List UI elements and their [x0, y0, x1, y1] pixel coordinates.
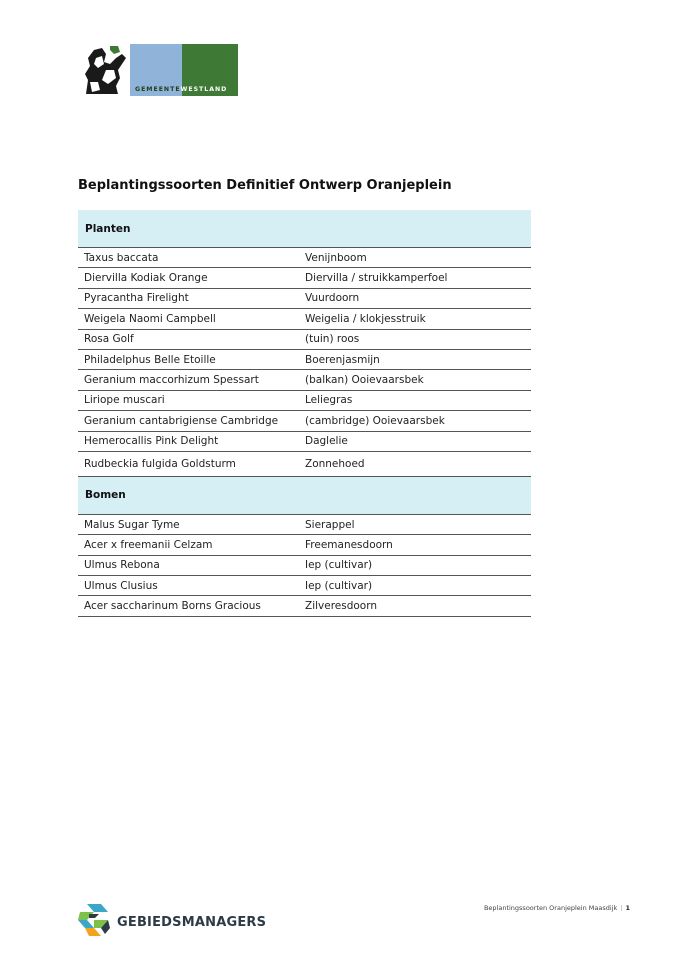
gemeente-westland-emblem-icon [82, 44, 130, 96]
latin-name: Malus Sugar Tyme [84, 518, 180, 531]
logo-wordmark [135, 86, 227, 93]
latin-name: Acer saccharinum Borns Gracious [84, 600, 261, 613]
section-heading-planten: Planten [78, 210, 531, 248]
table-row [78, 268, 531, 288]
latin-name: Diervilla Kodiak Orange [84, 272, 208, 285]
dutch-name: Leliegras [305, 394, 353, 407]
dutch-name: Daglelie [305, 435, 348, 448]
latin-name: Rosa Golf [84, 333, 134, 346]
dutch-name: Zilveresdoorn [305, 600, 378, 613]
footer-separator: | [620, 904, 623, 912]
gebiedsmanagers-wordmark: GEBIEDSMANAGERS [117, 914, 267, 930]
dutch-name: Vuurdoorn [305, 292, 360, 305]
logo-word-westland: WESTLAND [180, 86, 228, 93]
dutch-name: Diervilla / struikkamperfoel [305, 272, 448, 285]
section-heading-bomen: Bomen [78, 477, 531, 515]
latin-name: Geranium cantabrigiense Cambridge [84, 414, 279, 427]
latin-name: Weigela Naomi Campbell [84, 312, 216, 325]
dutch-name: Freemanesdoorn [305, 538, 393, 551]
dutch-name: (balkan) Ooievaarsbek [305, 374, 424, 387]
footer-doc-name: Beplantingssoorten Oranjeplein Maasdijk [483, 904, 618, 912]
latin-name: Rudbeckia fulgida Goldsturm [84, 457, 236, 470]
table-row [78, 289, 531, 309]
table-row [78, 576, 531, 596]
footer-document-info [484, 904, 630, 912]
table-row [78, 391, 531, 411]
gebiedsmanagers-logo-icon [77, 903, 111, 941]
table-row [78, 248, 531, 268]
page-title: Beplantingssoorten Definitief Ontwerp Oranjeplein [78, 178, 452, 193]
page-number: 1 [625, 904, 630, 912]
latin-name: Hemerocallis Pink Delight [84, 435, 219, 448]
table-row [78, 330, 531, 350]
table-row [78, 432, 531, 452]
latin-name: Ulmus Clusius [84, 579, 158, 592]
dutch-name: Boerenjasmijn [305, 353, 380, 366]
dutch-name: Sierappel [305, 518, 355, 531]
table-row [78, 515, 531, 535]
plant-table [78, 210, 531, 617]
table-row [78, 370, 531, 390]
latin-name: Ulmus Rebona [84, 559, 160, 572]
latin-name: Acer x freemanii Celzam [84, 538, 213, 551]
table-row [78, 309, 531, 329]
table-row [78, 535, 531, 555]
table-row [78, 350, 531, 370]
latin-name: Philadelphus Belle Etoille [84, 353, 216, 366]
gebiedsmanagers-logo [77, 903, 266, 941]
dutch-name: Iep (cultivar) [305, 559, 373, 572]
latin-name: Geranium maccorhizum Spessart [84, 374, 259, 387]
table-row [78, 556, 531, 576]
latin-name: Liriope muscari [84, 394, 165, 407]
dutch-name: (cambridge) Ooievaarsbek [305, 414, 445, 427]
gemeente-westland-logo [82, 44, 238, 96]
latin-name: Taxus baccata [84, 251, 159, 264]
logo-word-gemeente: GEMEENTE [135, 86, 181, 93]
table-row [78, 452, 531, 477]
dutch-name: (tuin) roos [305, 333, 360, 346]
table-row [78, 596, 531, 616]
dutch-name: Zonnehoed [305, 457, 365, 470]
dutch-name: Weigelia / klokjesstruik [305, 312, 426, 325]
latin-name: Pyracantha Firelight [84, 292, 189, 305]
table-row [78, 411, 531, 431]
dutch-name: Iep (cultivar) [305, 579, 373, 592]
dutch-name: Venijnboom [305, 251, 367, 264]
